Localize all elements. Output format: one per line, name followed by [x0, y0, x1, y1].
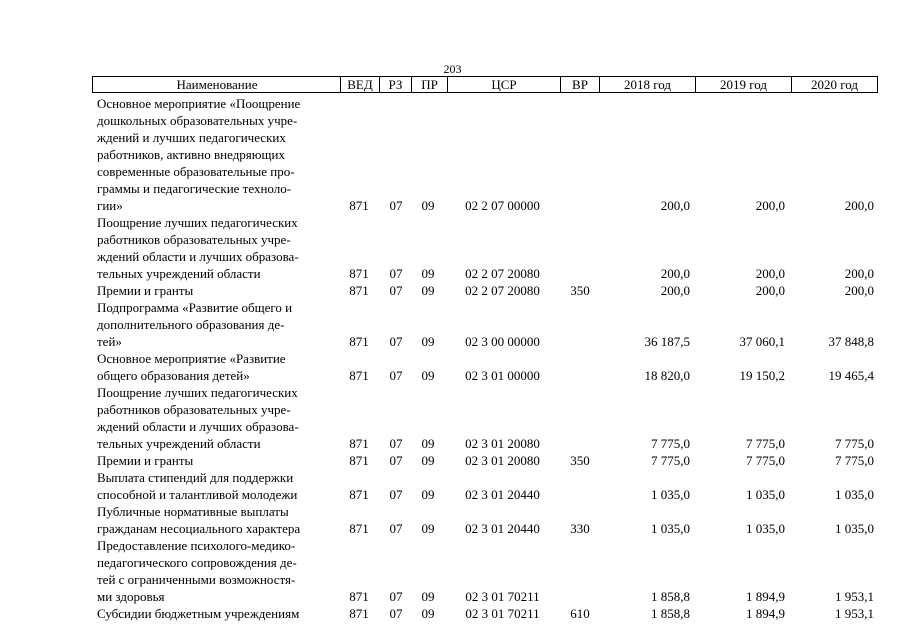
row-name-line: ждений области и лучших образова- — [97, 419, 299, 434]
cell-pr: 09 — [421, 453, 435, 468]
row-name-line: Выплата стипендий для поддержки — [97, 470, 294, 485]
cell-pr: 09 — [421, 436, 435, 451]
cell-2019: 7 775,0 — [746, 436, 785, 451]
cell-vr — [562, 333, 598, 350]
cell-2018: 1 035,0 — [651, 487, 690, 502]
cell-2018: 7 775,0 — [651, 436, 690, 451]
cell-csr: 02 3 01 70211 — [465, 606, 540, 621]
cell-2018: 1 858,8 — [651, 606, 690, 621]
cell-pr: 09 — [421, 606, 435, 621]
cell-2018: 18 820,0 — [644, 368, 690, 383]
row-name — [97, 214, 337, 282]
header-2018: 2018 год — [624, 77, 671, 92]
header-ved: ВЕД — [347, 77, 373, 92]
cell-pr: 09 — [421, 521, 435, 536]
cell-ved: 871 — [349, 606, 369, 621]
row-name-line: граммы и педагогические техноло- — [97, 181, 292, 196]
row-name-line: Субсидии бюджетным учреждениям — [97, 606, 300, 621]
row-name-line: работников, активно внедряющих — [97, 147, 285, 162]
cell-2018: 200,0 — [660, 198, 690, 213]
row-name — [97, 452, 337, 469]
cell-rz: 07 — [389, 436, 403, 451]
cell-vr: 330 — [570, 521, 590, 536]
row-name-line: Поощрение лучших педагогических — [97, 385, 298, 400]
row-name-line: Поощрение лучших педагогических — [97, 215, 298, 230]
cell-rz: 07 — [389, 368, 403, 383]
cell-ved: 871 — [349, 453, 369, 468]
cell-2018: 1 035,0 — [651, 521, 690, 536]
cell-rz: 07 — [389, 334, 403, 349]
row-name-line: Основное мероприятие «Поощрение — [97, 96, 301, 111]
cell-rz: 07 — [389, 266, 403, 281]
cell-rz: 07 — [389, 521, 403, 536]
row-name — [97, 282, 337, 299]
cell-2020: 1 953,1 — [835, 589, 874, 604]
table-row — [0, 605, 905, 622]
row-name — [97, 384, 337, 452]
cell-ved: 871 — [349, 198, 369, 213]
row-name-line: дошкольных образовательных учре- — [97, 113, 298, 128]
cell-2019: 1 894,9 — [746, 589, 785, 604]
cell-csr: 02 2 07 20080 — [465, 283, 540, 298]
table-row — [0, 452, 905, 469]
row-name-line: Предоставление психолого-медико- — [97, 538, 296, 553]
cell-ved: 871 — [349, 266, 369, 281]
cell-2020: 19 465,4 — [828, 368, 874, 383]
cell-vr: 350 — [570, 283, 590, 298]
cell-2018: 36 187,5 — [644, 334, 690, 349]
cell-rz: 07 — [389, 589, 403, 604]
cell-rz: 07 — [389, 283, 403, 298]
table-row — [0, 537, 905, 605]
row-name-line: Основное мероприятие «Развитие — [97, 351, 286, 366]
header-rz: РЗ — [388, 77, 403, 92]
cell-2019: 7 775,0 — [746, 453, 785, 468]
row-name-line: современные образовательные про- — [97, 164, 295, 179]
cell-csr: 02 3 00 00000 — [465, 334, 540, 349]
cell-rz: 07 — [389, 453, 403, 468]
cell-rz: 07 — [389, 606, 403, 621]
cell-vr — [562, 486, 598, 503]
cell-pr: 09 — [421, 589, 435, 604]
cell-rz: 07 — [389, 198, 403, 213]
cell-2019: 1 894,9 — [746, 606, 785, 621]
row-name-line: гражданам несоциального характера — [97, 521, 301, 536]
cell-ved: 871 — [349, 487, 369, 502]
cell-csr: 02 3 01 20080 — [465, 453, 540, 468]
cell-vr — [562, 435, 598, 452]
row-name — [97, 469, 337, 503]
table-row — [0, 95, 905, 214]
row-name-line: тельных учреждений области — [97, 436, 261, 451]
cell-2018: 1 858,8 — [651, 589, 690, 604]
cell-ved: 871 — [349, 436, 369, 451]
cell-2020: 1 035,0 — [835, 521, 874, 536]
cell-csr: 02 3 01 70211 — [465, 589, 540, 604]
cell-2019: 37 060,1 — [739, 334, 785, 349]
header-csr: ЦСР — [491, 77, 517, 92]
cell-2020: 200,0 — [844, 266, 874, 281]
cell-pr: 09 — [421, 487, 435, 502]
cell-pr: 09 — [421, 198, 435, 213]
header-vr: ВР — [572, 77, 588, 92]
table-row — [0, 282, 905, 299]
cell-2019: 200,0 — [755, 283, 785, 298]
cell-rz: 07 — [389, 487, 403, 502]
cell-2019: 1 035,0 — [746, 487, 785, 502]
header-name: Наименование — [176, 77, 258, 92]
cell-vr — [562, 197, 598, 214]
row-name-line: работников образовательных учре- — [97, 402, 291, 417]
cell-2019: 200,0 — [755, 266, 785, 281]
cell-csr: 02 3 01 20440 — [465, 521, 540, 536]
cell-2018: 7 775,0 — [651, 453, 690, 468]
cell-ved: 871 — [349, 283, 369, 298]
row-name-line: Публичные нормативные выплаты — [97, 504, 289, 519]
table-header — [92, 76, 878, 93]
row-name — [97, 350, 337, 384]
row-name-line: ми здоровья — [97, 589, 165, 604]
cell-2019: 19 150,2 — [739, 368, 785, 383]
cell-2020: 1 953,1 — [835, 606, 874, 621]
table-body — [0, 95, 905, 622]
row-name — [97, 605, 337, 622]
row-name-line: общего образования детей» — [97, 368, 250, 383]
row-name-line: гии» — [97, 198, 123, 213]
table-row — [0, 384, 905, 452]
cell-pr: 09 — [421, 334, 435, 349]
row-name-line: Премии и гранты — [97, 283, 194, 298]
table-row — [0, 350, 905, 384]
table-row — [0, 469, 905, 503]
cell-csr: 02 2 07 00000 — [465, 198, 540, 213]
cell-2020: 37 848,8 — [828, 334, 874, 349]
cell-2019: 200,0 — [755, 198, 785, 213]
header-2019: 2019 год — [720, 77, 767, 92]
cell-pr: 09 — [421, 283, 435, 298]
row-name-line: ждений и лучших педагогических — [97, 130, 286, 145]
row-name-line: работников образовательных учре- — [97, 232, 291, 247]
cell-ved: 871 — [349, 521, 369, 536]
cell-vr: 350 — [570, 453, 590, 468]
cell-ved: 871 — [349, 589, 369, 604]
cell-2019: 1 035,0 — [746, 521, 785, 536]
row-name — [97, 299, 337, 350]
row-name-line: тельных учреждений области — [97, 266, 261, 281]
cell-2020: 200,0 — [844, 198, 874, 213]
row-name-line: ждений области и лучших образова- — [97, 249, 299, 264]
cell-vr — [562, 588, 598, 605]
table-row — [0, 503, 905, 537]
page-number: 203 — [443, 62, 462, 76]
row-name-line: тей» — [97, 334, 122, 349]
cell-csr: 02 3 01 20080 — [465, 436, 540, 451]
row-name-line: педагогического сопровождения де- — [97, 555, 297, 570]
cell-csr: 02 3 01 20440 — [465, 487, 540, 502]
row-name — [97, 503, 337, 537]
cell-vr — [562, 265, 598, 282]
header-2020: 2020 год — [811, 77, 858, 92]
row-name-line: Подпрограмма «Развитие общего и — [97, 300, 293, 315]
cell-pr: 09 — [421, 368, 435, 383]
row-name-line: тей с ограниченными возможностя- — [97, 572, 296, 587]
cell-vr — [562, 367, 598, 384]
cell-csr: 02 2 07 20080 — [465, 266, 540, 281]
table-row — [0, 214, 905, 282]
row-name-line: дополнительного образования де- — [97, 317, 285, 332]
cell-2020: 7 775,0 — [835, 453, 874, 468]
row-name — [97, 95, 337, 214]
cell-2020: 200,0 — [844, 283, 874, 298]
cell-ved: 871 — [349, 334, 369, 349]
cell-pr: 09 — [421, 266, 435, 281]
cell-2018: 200,0 — [660, 283, 690, 298]
cell-csr: 02 3 01 00000 — [465, 368, 540, 383]
row-name-line: Премии и гранты — [97, 453, 194, 468]
table-row — [0, 299, 905, 350]
cell-2020: 7 775,0 — [835, 436, 874, 451]
cell-2020: 1 035,0 — [835, 487, 874, 502]
cell-2018: 200,0 — [660, 266, 690, 281]
cell-ved: 871 — [349, 368, 369, 383]
header-pr: ПР — [421, 77, 438, 92]
row-name-line: способной и талантливой молодежи — [97, 487, 298, 502]
row-name — [97, 537, 337, 605]
cell-vr: 610 — [570, 606, 590, 621]
